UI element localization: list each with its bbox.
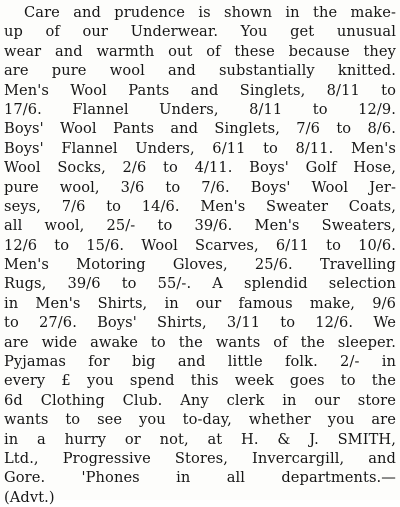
text-line: wants to see you to-day, whether you are <box>4 411 396 429</box>
text-line: 12/6 to 15/6. Wool Scarves, 6/11 to 10/6. <box>4 236 396 254</box>
text-line: pure wool, 3/6 to 7/6. Boys' Wool Jer- <box>4 178 396 196</box>
text-line: wear and warmth out of these because they <box>4 42 396 60</box>
text-line: 6d Clothing Club. Any clerk in our store <box>4 391 396 409</box>
text-line: Men's Motoring Gloves, 25/6. Travelling <box>4 256 396 274</box>
text-line: up of our Underwear. You get unusual <box>4 23 396 41</box>
text-line: 17/6. Flannel Unders, 8/11 to 12/9. <box>4 100 396 118</box>
text-line: Men's Wool Pants and Singlets, 8/11 to <box>4 81 396 99</box>
text-line: seys, 7/6 to 14/6. Men's Sweater Coats, <box>4 197 396 215</box>
text-line: Gore. 'Phones in all departments.— <box>4 469 396 487</box>
text-line: are wide awake to the wants of the sleeper. <box>4 333 396 351</box>
text-line: Boys' Wool Pants and Singlets, 7/6 to 8/6. <box>4 120 396 138</box>
text-line: Wool Socks, 2/6 to 4/11. Boys' Golf Hose, <box>4 159 396 177</box>
text-line: are pure wool and substantially knitted. <box>4 62 396 80</box>
text-line: all wool, 25/- to 39/6. Men's Sweaters, <box>4 217 396 235</box>
text-line: Rugs, 39/6 to 55/-. A splendid selection <box>4 275 396 293</box>
text-line: to 27/6. Boys' Shirts, 3/11 to 12/6. We <box>4 314 396 332</box>
text-line: in a hurry or not, at H. & J. SMITH, <box>4 430 396 448</box>
advertisement-text <box>4 3 396 507</box>
text-line: Boys' Flannel Unders, 6/11 to 8/11. Men's <box>4 139 396 157</box>
text-line: Ltd., Progressive Stores, Invercargill, and <box>4 449 396 467</box>
text-line: Pyjamas for big and little folk. 2/- in <box>4 353 396 371</box>
text-line: Care and prudence is shown in the make- <box>24 4 396 21</box>
text-line: in Men's Shirts, in our famous make, 9/6 <box>4 294 396 312</box>
text-line: (Advt.) <box>4 488 55 506</box>
text-line: every £ you spend this week goes to the <box>4 372 396 390</box>
